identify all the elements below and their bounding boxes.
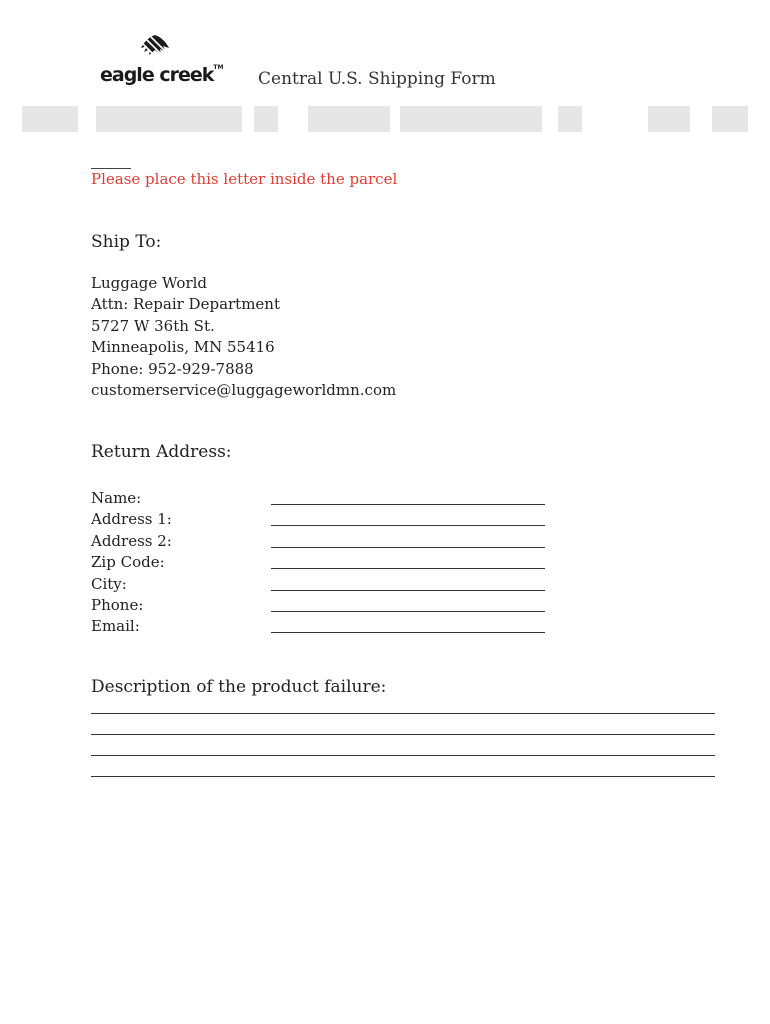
logo-trademark: TM (213, 64, 224, 71)
description-line[interactable] (91, 713, 715, 714)
field-label: Name: (91, 489, 142, 507)
description-line[interactable] (91, 734, 715, 735)
parcel-notice: Please place this letter inside the parcel (91, 170, 398, 188)
return-address-heading: Return Address: (91, 442, 232, 462)
description-heading: Description of the product failure: (91, 677, 387, 697)
eagle-logo-icon (136, 34, 174, 64)
eagle-creek-logo (100, 34, 224, 90)
field-label: Address 1: (91, 510, 172, 529)
address-line: Attn: Repair Department (91, 295, 280, 314)
field-row-name (91, 489, 551, 510)
field-row-phone (91, 596, 551, 617)
field-row-zip-code (91, 553, 551, 574)
notice-rule (91, 168, 131, 169)
address-line: Minneapolis, MN 55416 (91, 338, 275, 357)
phone-field[interactable] (271, 611, 545, 612)
description-lines (91, 700, 715, 777)
address-2-field[interactable] (271, 547, 545, 548)
field-label: Email: (91, 617, 140, 636)
form-title: Central U.S. Shipping Form (258, 69, 496, 89)
zip-code-field[interactable] (271, 568, 545, 569)
logo-wordmark-text: eagle creek (100, 64, 214, 86)
address-1-field[interactable] (271, 525, 545, 526)
field-row-address-2 (91, 532, 551, 553)
address-line: 5727 W 36th St. (91, 316, 215, 335)
field-label: Address 2: (91, 531, 172, 550)
name-field[interactable] (271, 504, 545, 505)
redacted-header-info (22, 106, 748, 132)
field-label: Phone: (91, 595, 144, 614)
logo-wordmark (100, 64, 223, 86)
field-row-city (91, 575, 551, 596)
ship-to-heading: Ship To: (91, 232, 162, 252)
description-line[interactable] (91, 776, 715, 777)
address-line: Luggage World (91, 274, 208, 292)
phone-line: Phone: 952-929-7888 (91, 359, 254, 378)
city-field[interactable] (271, 590, 545, 591)
field-label: City: (91, 574, 127, 593)
email-field[interactable] (271, 632, 545, 633)
field-row-email (91, 617, 551, 638)
description-line[interactable] (91, 755, 715, 756)
return-address-fields (91, 489, 551, 639)
email-line: customerservice@luggageworldmn.com (91, 381, 397, 400)
field-row-address-1 (91, 510, 551, 531)
field-label: Zip Code: (91, 553, 165, 572)
ship-to-address (91, 273, 396, 401)
